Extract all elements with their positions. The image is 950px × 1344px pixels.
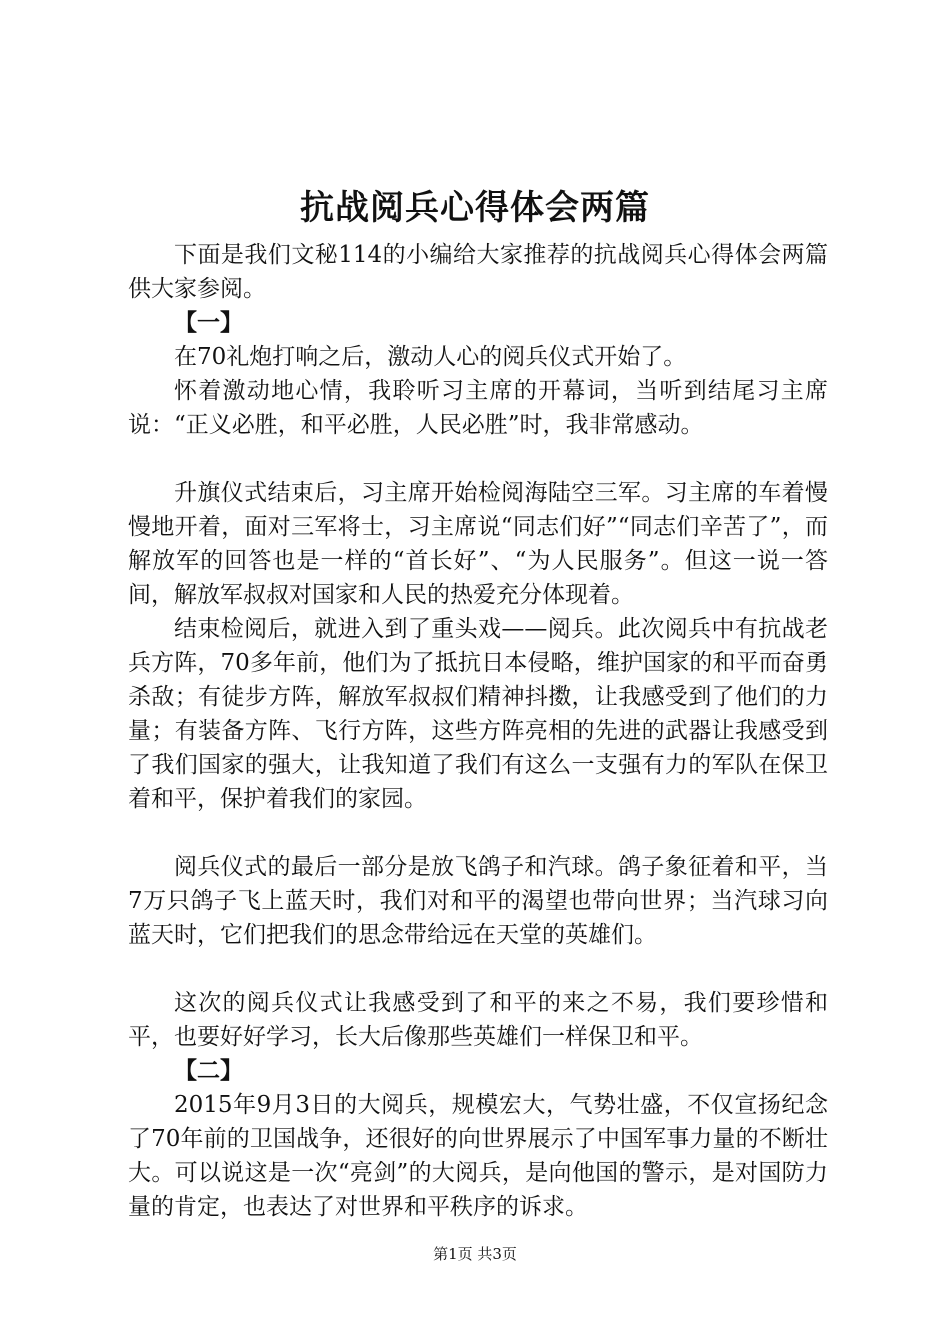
paragraph: 这次的阅兵仪式让我感受到了和平的来之不易，我们要珍惜和平，也要好好学习，长大后像那些英雄们一样保卫和平。 <box>128 990 828 1050</box>
section-heading-1: 【一】 <box>174 309 243 336</box>
paragraph: 在70礼炮打响之后，激动人心的阅兵仪式开始了。 <box>174 344 687 370</box>
section-heading-2: 【二】 <box>174 1057 243 1084</box>
paragraph: 结束检阅后，就进入到了重头戏——阅兵。此次阅兵中有抗战老兵方阵，70多年前，他们为了抵抗日本侵略，维护国家的和平而奋勇杀敌；有徒步方阵，解放军叔叔们精神抖擞，让我感受到了他们的力量；有装备方阵、飞行方阵，这些方阵亮相的先进的武器让我感受到了我们国家的强大，让我知道了我们有这么一支强有力的军队在保卫着和平，保护着我们的家园。 <box>128 616 828 812</box>
paragraph-spacer <box>128 952 828 986</box>
document-body <box>128 238 828 1224</box>
page-footer: 第1页 共3页 <box>433 1245 517 1263</box>
paragraph-spacer <box>128 442 828 476</box>
document-title: 抗战阅兵心得体会两篇 <box>300 188 650 228</box>
intro-paragraph: 下面是我们文秘114的小编给大家推荐的抗战阅兵心得体会两篇供大家参阅。 <box>128 242 828 302</box>
paragraph: 2015年9月3日的大阅兵，规模宏大，气势壮盛，不仅宣扬纪念了70年前的卫国战争，还很好的向世界展示了中国军事力量的不断壮大。可以说这是一次“亮剑”的大阅兵，是向他国的警示，是对国防力量的肯定，也表达了对世界和平秩序的诉求。 <box>128 1092 828 1220</box>
paragraph: 怀着激动地心情，我聆听习主席的开幕词，当听到结尾习主席说：“正义必胜，和平必胜，人民必胜”时，我非常感动。 <box>128 378 828 438</box>
paragraph: 升旗仪式结束后，习主席开始检阅海陆空三军。习主席的车着慢慢地开着，面对三军将士，习主席说“同志们好”“同志们辛苦了”，而解放军的回答也是一样的“首长好”、“为人民服务”。但这一说一答间，解放军叔叔对国家和人民的热爱充分体现着。 <box>128 480 828 608</box>
paragraph-spacer <box>128 816 828 850</box>
paragraph: 阅兵仪式的最后一部分是放飞鸽子和汽球。鸽子象征着和平，当7万只鸽子飞上蓝天时，我们对和平的渴望也带向世界；当汽球习向蓝天时，它们把我们的思念带给远在天堂的英雄们。 <box>128 854 828 948</box>
